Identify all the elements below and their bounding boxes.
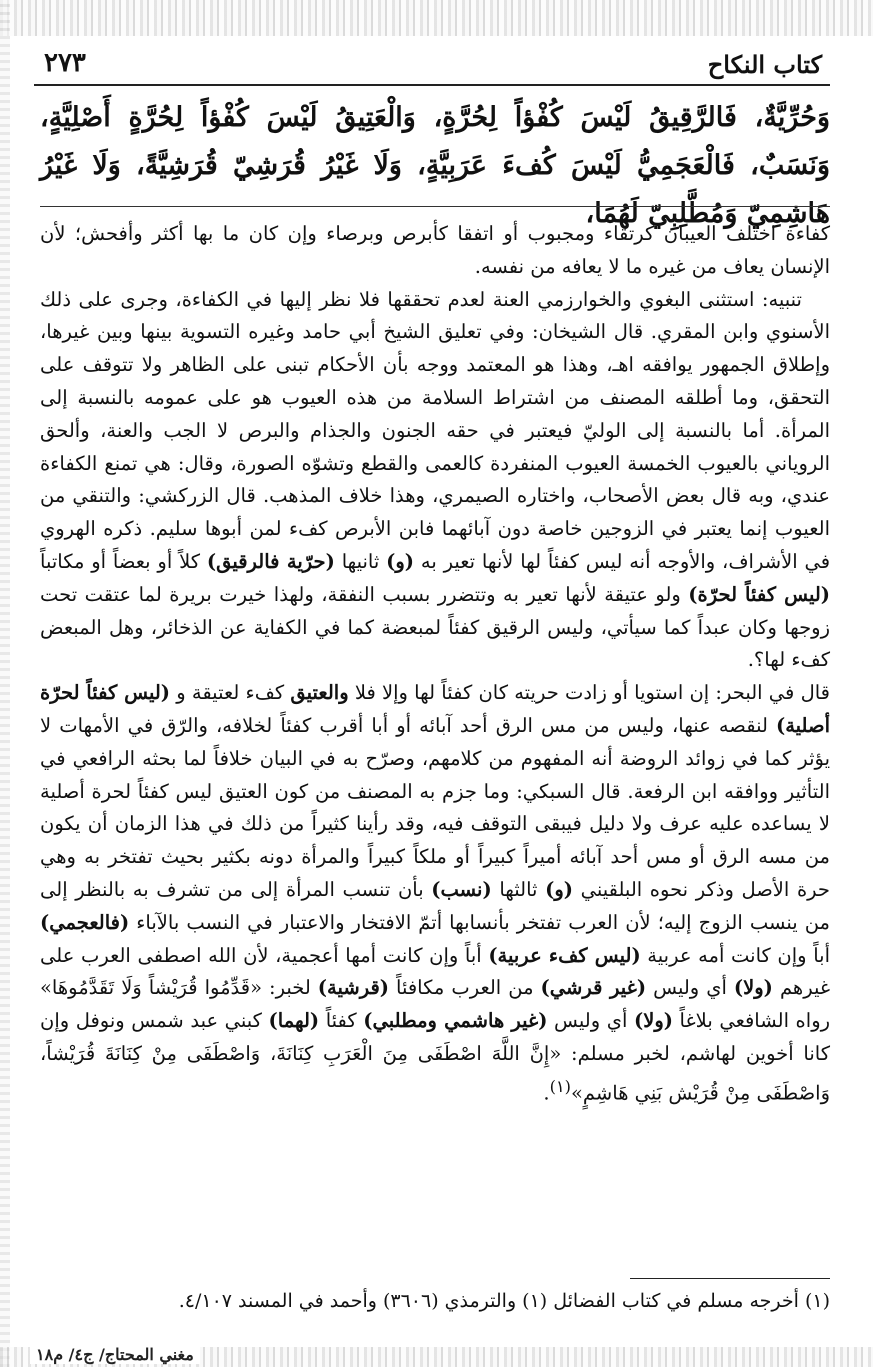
commentary-paragraph-3: قال في البحر: إن استويا أو زادت حريته كان كفئاً لها وإلا فلا والعتيق كفء لعتيقة و (ليس كفئاً لحرّة أصلية) لنقصه عنها، وليس من مس الرق أحد آبائه أو أبا أقرب كفئاً لخلافه، والرّق في الأمهات لا يؤثر كما في زوائد الروضة أنه المفهوم من كلامهم، وصرّح به في البيان خلافاً لما بحثه الرافعي في التأثير ووافقه ابن الرفعة. قال السبكي: وما جزم به المصنف من كون العتيق ليس كفئاً لحرة أصلية لا يساعده عليه عرف ولا دليل فيبقى التوقف فيه، وقد رأينا كثيراً من ذلك في هذا الزمان أن يكون من مسه الرق أو مس أحد آبائه أميراً كبيراً أو ملكاً كبيراً والمرأة دونه بكثير بحيث تفتخر به وهي حرة الأصل وذكر نحوه البلقيني (و) ثالثها (نسب) بأن تنسب المرأة إلى من تشرف به بالنظر إلى من ينسب الزوج إليه؛ لأن العرب تفتخر بأنسابها أتمّ الافتخار والاعتبار في النسب بالآباء (فالعجمي) أباً وإن كانت أمه عربية (ليس كفء عربية) أباً وإن كانت أمها أعجمية، لأن الله اصطفى العرب على غيرهم (ولا) أي وليس (غير قرشي) من العرب مكافئاً (قرشية) لخبر: «قَدِّمُوا قُرَيْشاً وَلَا تَقَدَّمُوهَا» رواه الشافعي بلاغاً (ولا) أي وليس (غير هاشمي ومطلبي) كفئاً (لهما) كبني عبد شمس ونوفل وإن كانا أخوين لهاشم، لخبر مسلم: «إِنَّ اللَّهَ اصْطَفَى مِنَ الْعَرَبِ كِنَانَةَ، وَاصْطَفَى مِنْ كِنَانَةَ قُرَيْشاً، وَاصْطَفَى مِنْ قُرَيْش بَنِي هَاشِمٍ»$^{(١)}$. [40,681,831,1105]
footnote-divider [630,1278,830,1279]
page-header [34,44,830,86]
footer-signature: مغني المحتاج/ ج٤/ م١٨ [30,1345,200,1364]
quoted-matn: (لهما) [268,1009,320,1033]
commentary-paragraph-1: كفاءة اختلف العيبان كرتقاء ومجبوب أو اتفقا كأبرص وبرصاء وإن كان ما بها أكثر وأفحش؛ لأن الإنسان يعاف من غيره ما لا يعافه من نفسه. [40,222,830,278]
footnote: (١) أخرجه مسلم في كتاب الفضائل (١) والترمذي (٣٦٠٦) وأحمد في المسند ٤/١٠٧. [178,1290,830,1312]
quoted-matn: (حرّية فالرقيق) [206,549,335,573]
quoted-matn: (ولا) [733,976,773,1000]
decorative-border-top [0,0,873,36]
quoted-matn: (ليس كفئاً لحرّة أصلية) [40,681,830,737]
page-number: ٢٧٣ [44,48,86,78]
quoted-matn: (ولا) [633,1009,673,1033]
decorative-border-left [0,0,10,1367]
matn-text: وَحُرِّيَّةٌ، فَالرَّقِيقُ لَيْسَ كُفْؤاً لِحُرَّةٍ، وَالْعَتِيقُ لَيْسَ كُفْؤاً لِحُرَّةٍ أَصْلِيَّةٍ، وَنَسَبٌ، فَالْعَجَمِيُّ لَيْسَ كُفءَ عَرَبِيَّةٍ، وَلَا غَيْرُ قُرَشِيّ قُرَشِيَّةً، وَلَا غَيْرُ هَاشِمِيّ وَمُطَّلِبِيّ لَهُمَا، [40,102,830,229]
quoted-matn: (فالعجمي) [40,910,130,934]
commentary [40,218,830,1110]
quoted-matn: (غير قرشي) [540,976,647,1000]
matn-divider [40,206,830,207]
quoted-matn: (ليس كفئاً لحرّة) [688,582,830,606]
running-title: كتاب النكاح [707,50,822,79]
quoted-matn: (قرشية) [317,976,390,1000]
footnote-reference[interactable]: (١) [549,1076,571,1096]
quoted-matn: (نسب) [431,877,492,901]
commentary-paragraph-2: تنبيه: استثنى البغوي والخوارزمي العنة لعدم تحققها فلا نظر إليها في الكفاءة، وجرى على ذلك الأسنوي وابن المقري. قال الشيخان: وفي تعليق الشيخ أبي حامد وغيره التسوية بينها وبين غيرها، وإطلاق الجمهور يوافقه اهـ، وهذا هو المعتمد ووجه بأن الأحكام تبنى على الظاهر ولا تتوقف على التحقق، وما أطلقه المصنف من اشتراط السلامة من هذه العيوب هو على عمومه بالنسبة إلى المرأة. أما بالنسبة إلى الوليّ فيعتبر في حقه الجنون والجذام والبرص لا الجب والعنة، وألحق الروياني بالعيوب الخمسة العيوب المنفردة كالعمى والقطع وتشوّه الصورة، وقال: هي تمنع الكفاءة عندي، وبه قال بعض الأصحاب، واختاره الصيمري، وهذا خلاف المذهب. قال الزركشي: والتنقي من العيوب إنما يعتبر في الزوجين خاصة دون آبائهما فابن الأبرص كفء لمن أبوها سليم. ذكره الهروي في الأشراف، والأوجه أنه ليس كفئاً لها لأنها تعير به (و) ثانيها (حرّية فالرقيق) كلاً أو بعضاً أو مكاتباً (ليس كفئاً لحرّة) ولو عتيقة لأنها تعير به وتتضرر بسبب النفقة، ولهذا خيرت بريرة لما عتقت تحت زوجها وكان عبداً كما سيأتي، وليس الرقيق كفئاً لمبعضة كما في الكفاية عن الذخائر، وهل المبعض كفء لها؟. [40,287,831,672]
quoted-matn: والعتيق [290,681,349,705]
quoted-matn: (ليس كفء عربية) [488,943,641,967]
quoted-matn: (غير هاشمي ومطلبي) [363,1009,548,1033]
